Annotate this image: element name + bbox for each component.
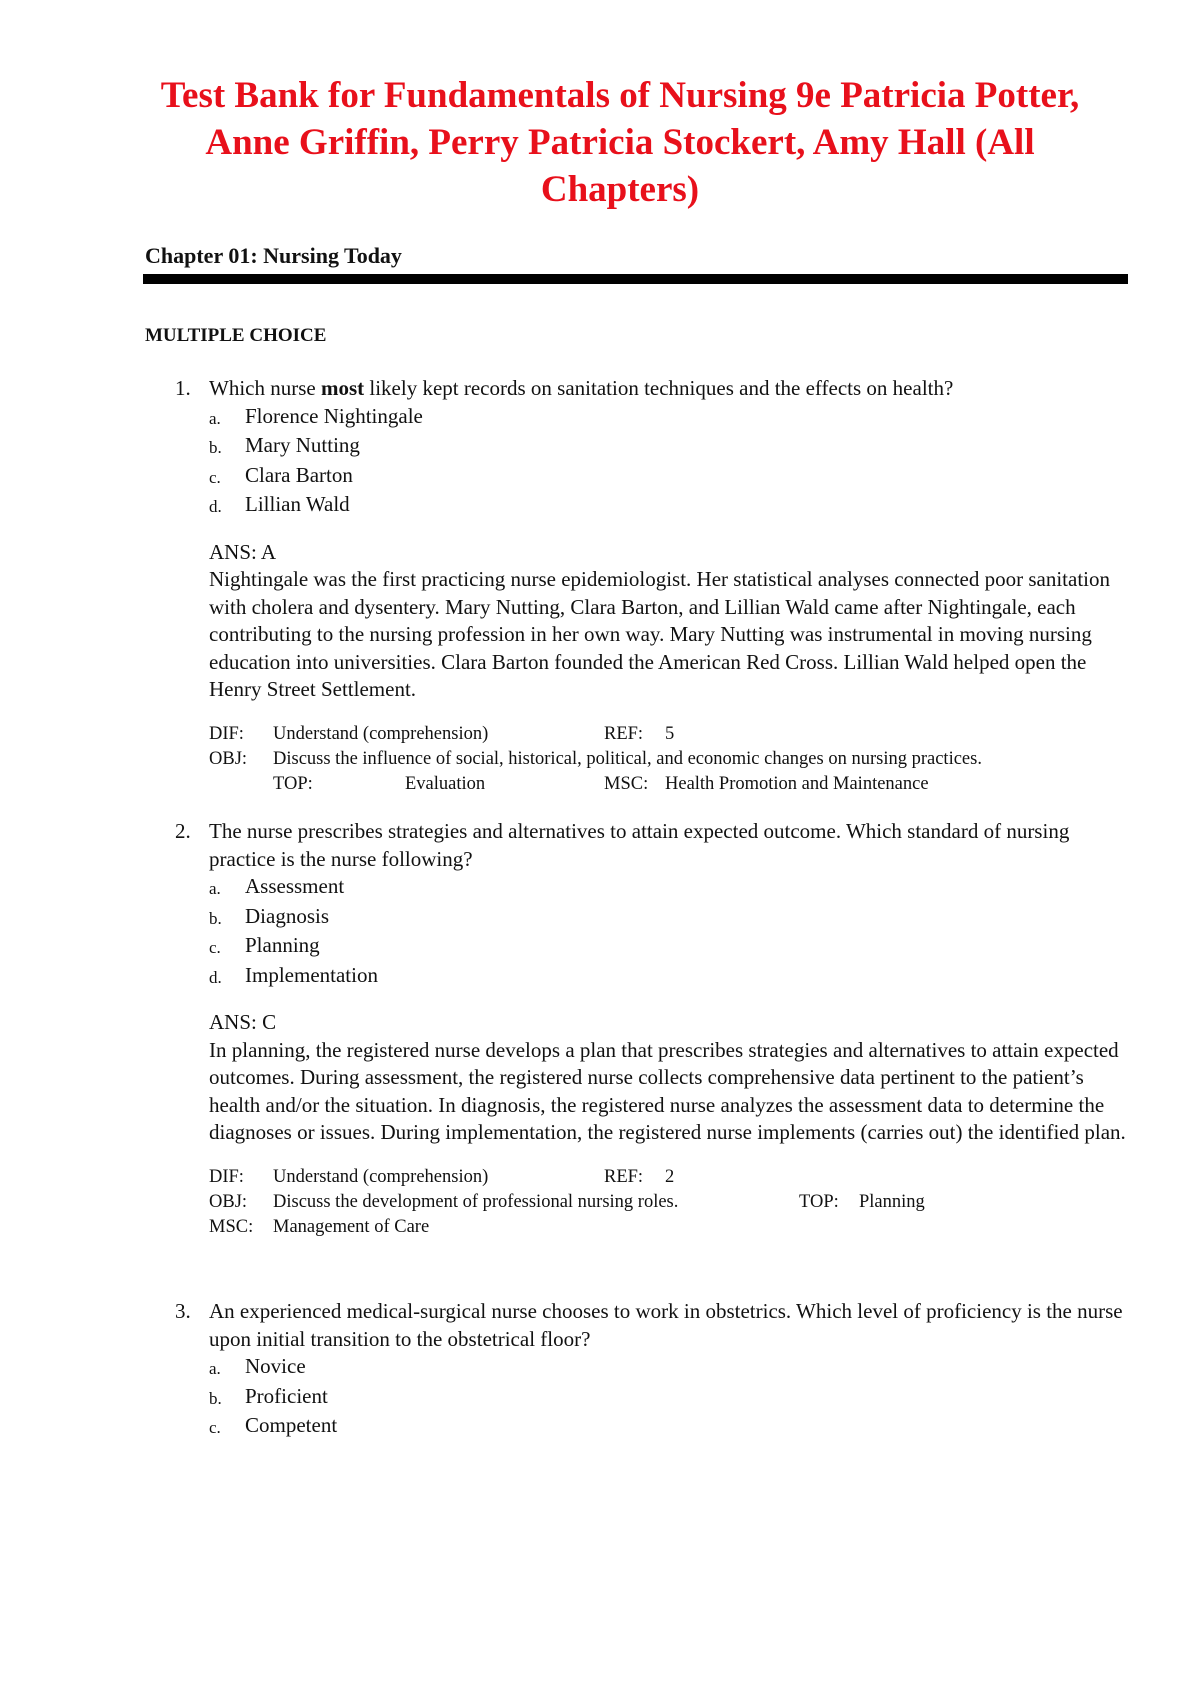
document-title: Test Bank for Fundamentals of Nursing 9e Patricia Potter, Anne Griffin, Perry Patricia Stockert, Amy Hall (All Chapters) — [160, 75, 1080, 210]
option-item: d. Lillian Wald — [209, 492, 350, 516]
question-number: 2. — [175, 819, 191, 843]
option-item: c. Clara Barton — [209, 462, 353, 487]
option-item: d. Implementation — [209, 962, 378, 987]
question-number: 1. — [175, 376, 191, 400]
option-item: c. Planning — [209, 933, 320, 957]
question-stem: An experienced medical-surgical nurse chooses to work in obstetrics. Which level of proficiency is the nurse upon initial transition to the obstetrical floor? — [209, 1299, 1123, 1351]
section-heading: MULTIPLE CHOICE — [145, 325, 327, 346]
option-item: a. Florence Nightingale — [209, 403, 423, 428]
option-item: b. Mary Nutting — [209, 433, 360, 457]
option-item: b. Proficient — [209, 1383, 328, 1408]
rationale-text: In planning, the registered nurse develops a plan that prescribes strategies and alternatives to attain expected outcomes. During assessment, the registered nurse collects comprehensive data pertinent to the patient’s health and/or the situation. In diagnosis, the registered nurse analyzes the assessment data to determine the diagnoses or issues. During implementation, the registered nurse implements (carries out) the identified plan. — [209, 1037, 1126, 1144]
option-item: c. Competent — [209, 1413, 338, 1437]
option-list — [209, 1353, 1135, 1442]
answer-line: ANS: C — [209, 1010, 277, 1034]
option-list — [209, 403, 1135, 521]
question-stem: The nurse prescribes strategies and alternatives to attain expected outcome. Which standard of nursing practice is the nurse following? — [209, 819, 1070, 871]
question-metadata: DIF: Understand (comprehension) REF: 5 OBJ: Discuss the influence of social, historical, political, and economic changes on nursing practices. TOP: Evaluation MSC: Health Promotion and Maintenance — [209, 723, 982, 794]
question-metadata: DIF: Understand (comprehension) REF: 2 OBJ: Discuss the development of professional nursing roles. TOP: Planning MSC: Management of Care — [209, 1166, 925, 1237]
option-list — [209, 873, 1135, 991]
question-stem: Which nurse most likely kept records on sanitation techniques and the effects on health? — [209, 376, 954, 400]
option-item: b. Diagnosis — [209, 903, 329, 928]
question-2 — [175, 818, 1135, 1240]
chapter-heading: Chapter 01: Nursing Today — [145, 243, 402, 268]
rationale-text: Nightingale was the first practicing nurse epidemiologist. Her statistical analyses connected poor sanitation with cholera and dysentery. Mary Nutting, Clara Barton, and Lillian Wald came after Nightingale, each contributing to the nursing profession in her own way. Mary Nutting was instrumental in moving nursing education into universities. Clara Barton founded the American Red Cross. Lillian Wald helped open the Henry Street Settlement. — [209, 567, 1111, 701]
question-1 — [175, 375, 1135, 797]
option-item: a. Novice — [209, 1354, 306, 1378]
question-3 — [175, 1298, 1135, 1442]
emphasis-text: most — [320, 376, 365, 400]
option-item: a. Assessment — [209, 874, 345, 898]
heading-rule — [143, 274, 1128, 284]
answer-line: ANS: A — [209, 539, 277, 564]
question-number: 3. — [175, 1299, 191, 1323]
